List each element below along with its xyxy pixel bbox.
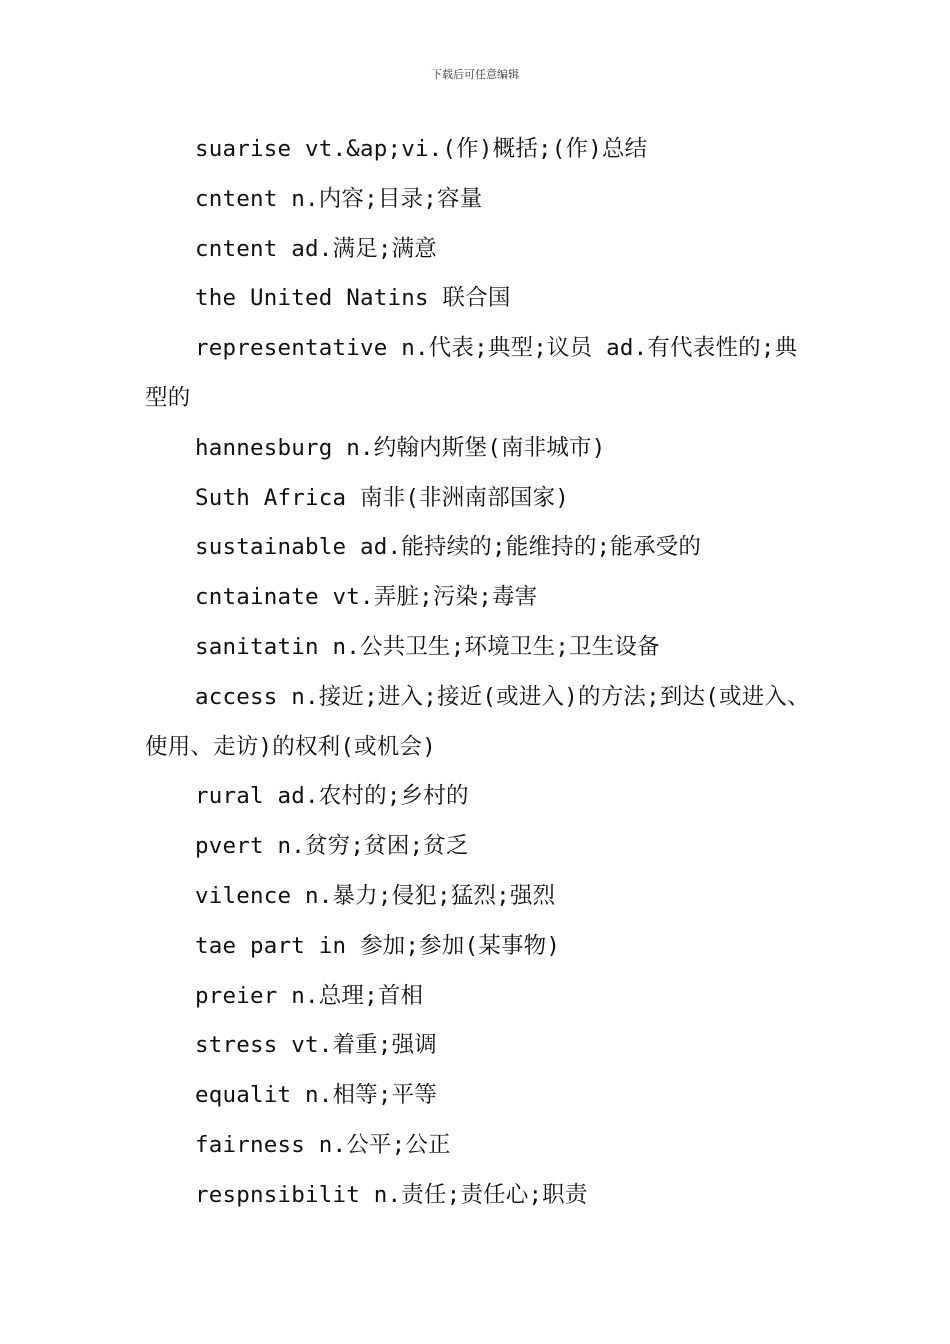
vocab-entry: respnsibilit n.责任;责任心;职责 [195, 1181, 588, 1208]
vocab-entry: sanitatin n.公共卫生;环境卫生;卫生设备 [195, 633, 660, 660]
vocab-entry: sustainable ad.能持续的;能维持的;能承受的 [195, 534, 702, 561]
vocab-entry: tae part in 参加;参加(某事物) [195, 932, 561, 959]
vocab-entry: fairness n.公平;公正 [195, 1131, 451, 1158]
vocab-entry: stress vt.着重;强调 [195, 1032, 438, 1059]
page-header: 下载后可任意编辑 [431, 68, 519, 81]
vocab-entry: preier n.总理;首相 [195, 982, 424, 1009]
vocab-entry: the United Natins 联合国 [195, 285, 511, 312]
vocab-entry: hannesburg n.约翰内斯堡(南非城市) [195, 434, 606, 461]
vocab-entry: equalit n.相等;平等 [195, 1082, 438, 1109]
vocabulary-list [145, 125, 810, 1221]
vocab-entry: pvert n.贫穷;贫困;贫乏 [195, 833, 469, 860]
vocab-entry: cntent ad.满足;满意 [195, 235, 438, 262]
vocab-entry: cntainate vt.弄脏;污染;毒害 [195, 584, 538, 611]
vocab-entry: rural ad.农村的;乡村的 [195, 783, 469, 810]
vocab-entry: cntent n.内容;目录;容量 [195, 185, 483, 212]
vocab-entry: access n.接近;进入;接近(或进入)的方法;到达(或进入、使用、走访)的权利(或机会) [145, 683, 810, 760]
vocab-entry: Suth Africa 南非(非洲南部国家) [195, 484, 570, 511]
vocab-entry: representative n.代表;典型;议员 ad.有代表性的;典型的 [145, 335, 798, 411]
vocab-entry: suarise vt.&ap;vi.(作)概括;(作)总结 [195, 136, 648, 162]
vocab-entry: vilence n.暴力;侵犯;猛烈;强烈 [195, 882, 556, 909]
